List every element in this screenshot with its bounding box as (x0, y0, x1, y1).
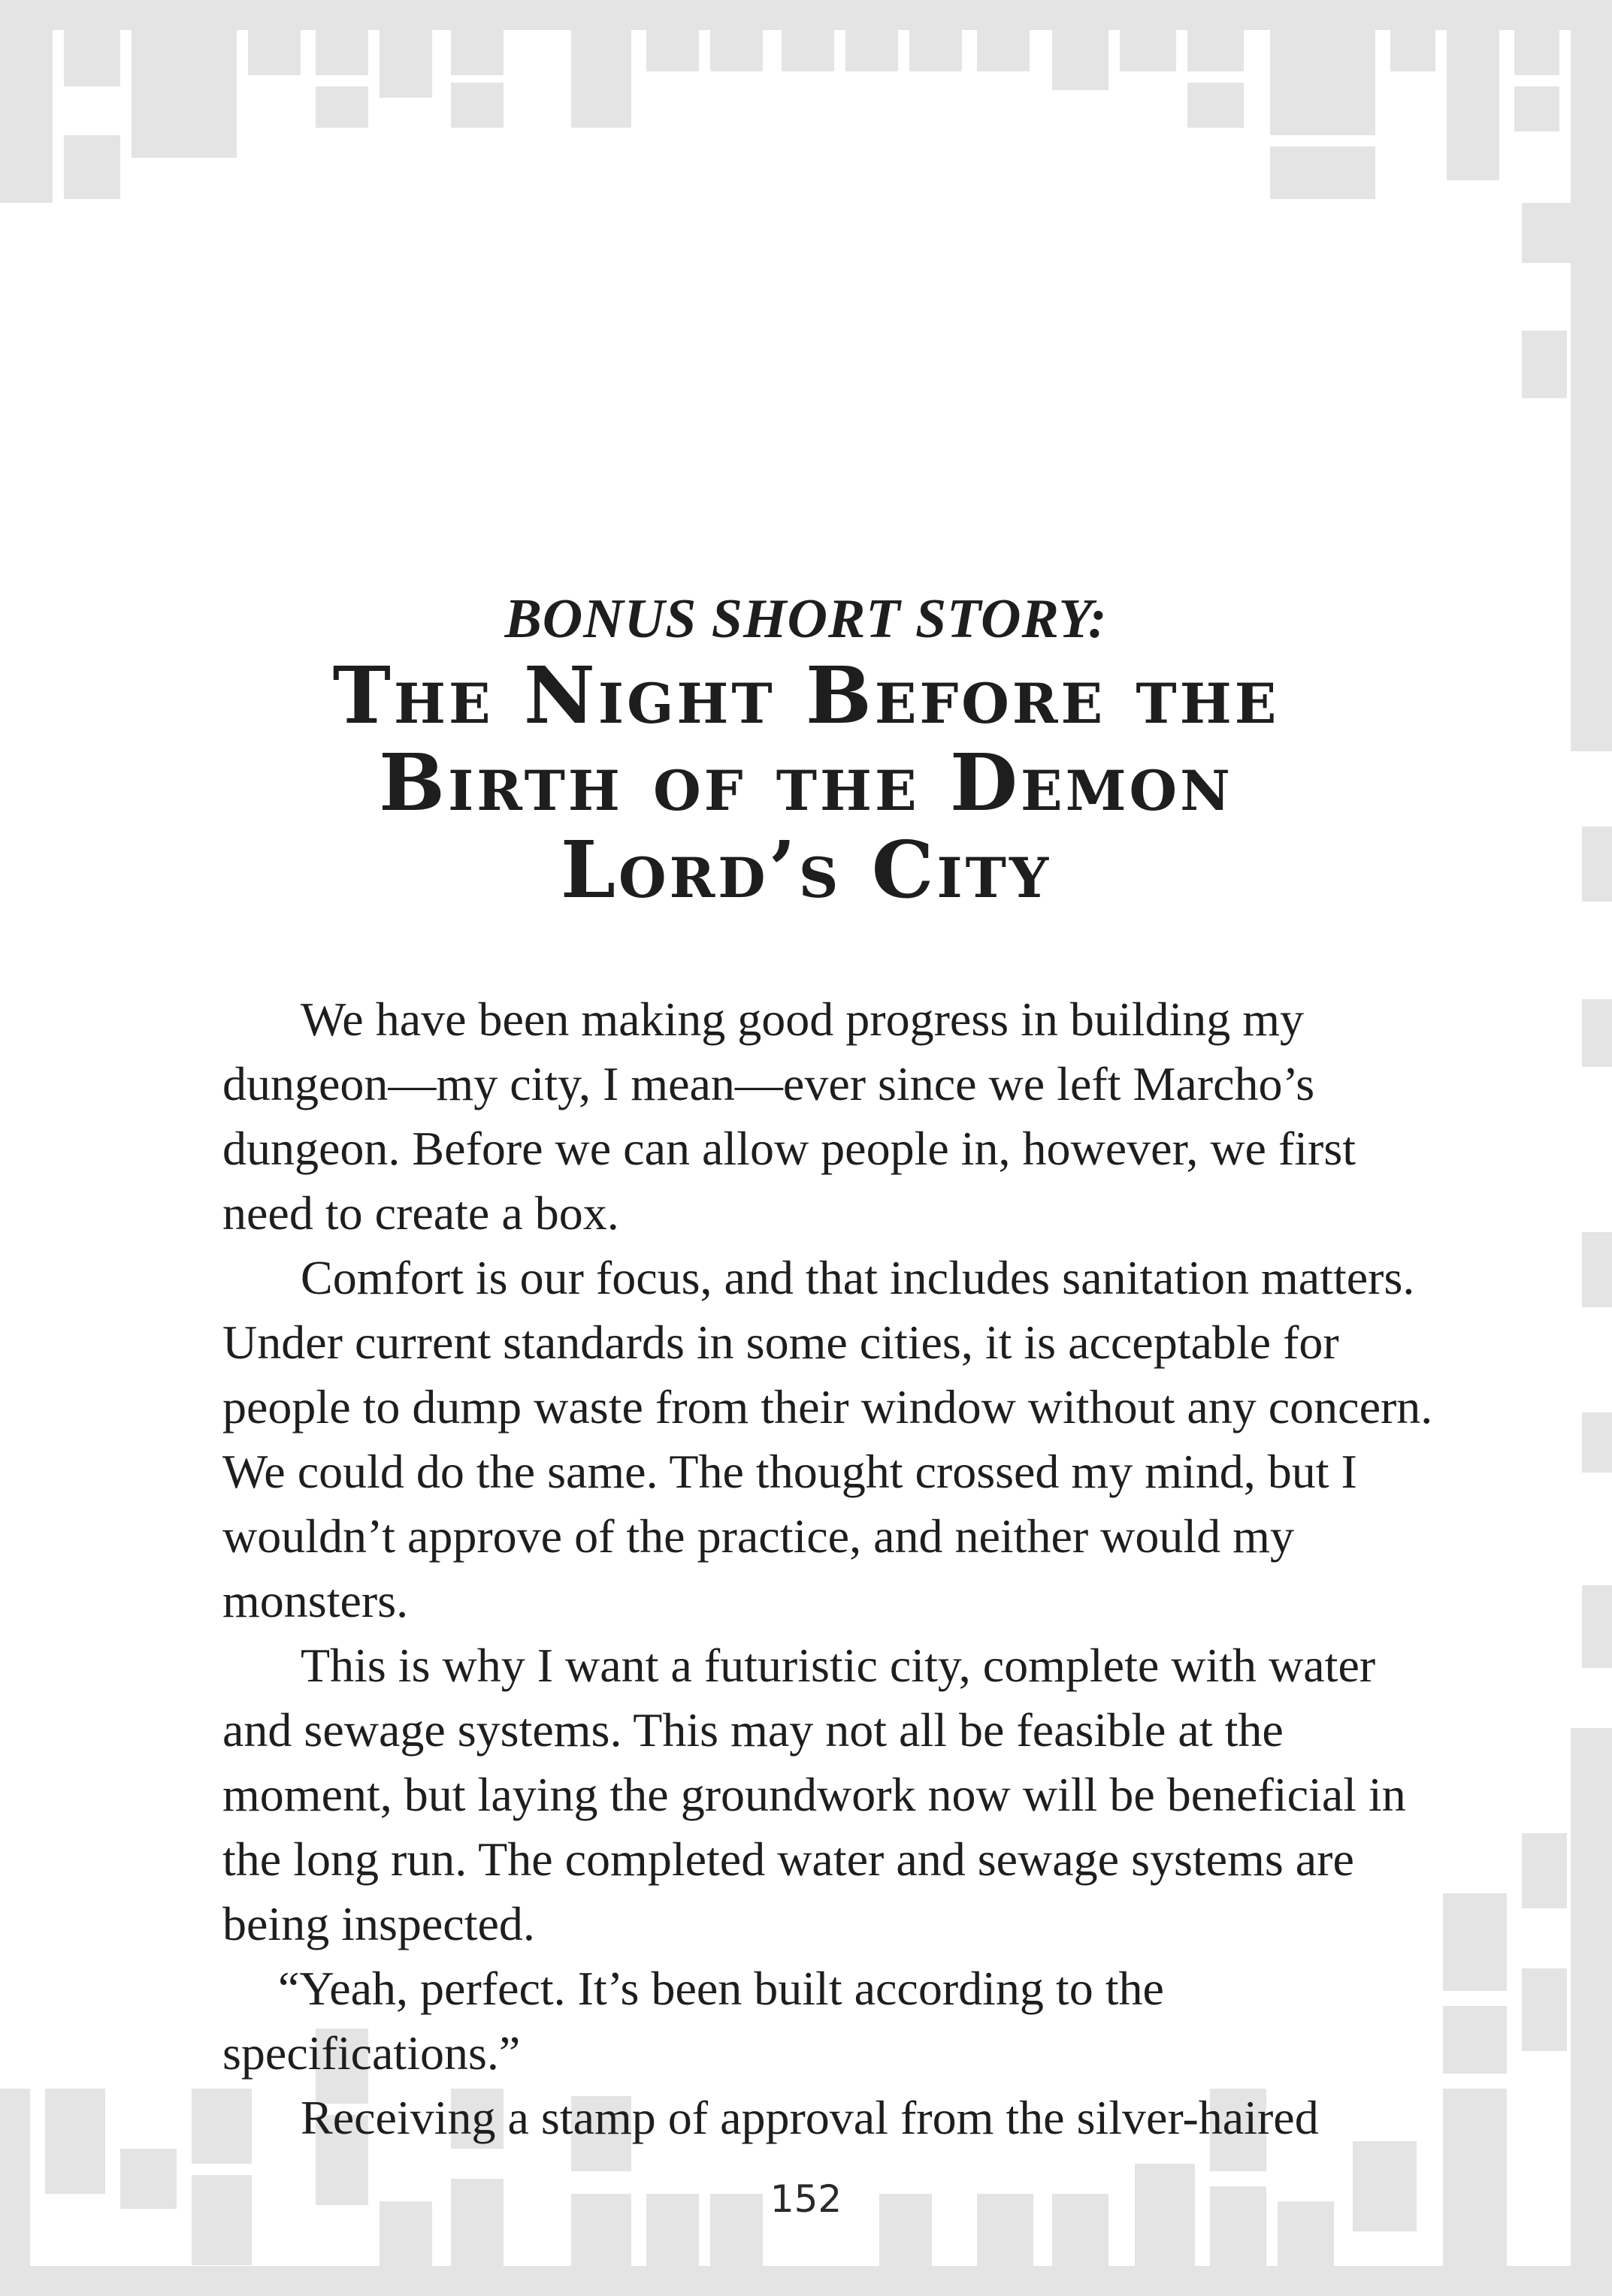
title-line: Birth of the Demon (379, 736, 1233, 829)
bonus-story-label: BONUS SHORT STORY: (504, 588, 1108, 650)
paragraph: Receiving a stamp of approval from the silver-haired (301, 2091, 1319, 2144)
paragraph: Comfort is our focus, and that includes sanitation matters. Under current standards in some cities, it is acceptable for people to dump waste from their window without any concern. We could do the same. The thought crossed my mind, but I wouldn’t approve of the practice, and neither would my monsters. (222, 1251, 1433, 1627)
title-line: Lord’s City (560, 823, 1052, 916)
dialogue-paragraph: “Yeah, perfect. It’s been built according to the specifications.” (222, 1962, 1164, 2080)
title-line: The Night Before the (332, 649, 1280, 742)
story-body (222, 987, 1455, 2150)
paragraph: We have been making good progress in building my dungeon—my city, I mean—ever since we left Marcho’s dungeon. Before we can allow people in, however, we first need to create a box. (222, 992, 1356, 1240)
page-number: 152 (770, 2177, 842, 2221)
paragraph: This is why I want a futuristic city, complete with water and sewage systems. This may not all be feasible at the moment, but laying the groundwork now will be beneficial in the long run. The completed water and sewage systems are being inspected. (222, 1639, 1406, 1950)
chapter-title (0, 649, 1612, 916)
